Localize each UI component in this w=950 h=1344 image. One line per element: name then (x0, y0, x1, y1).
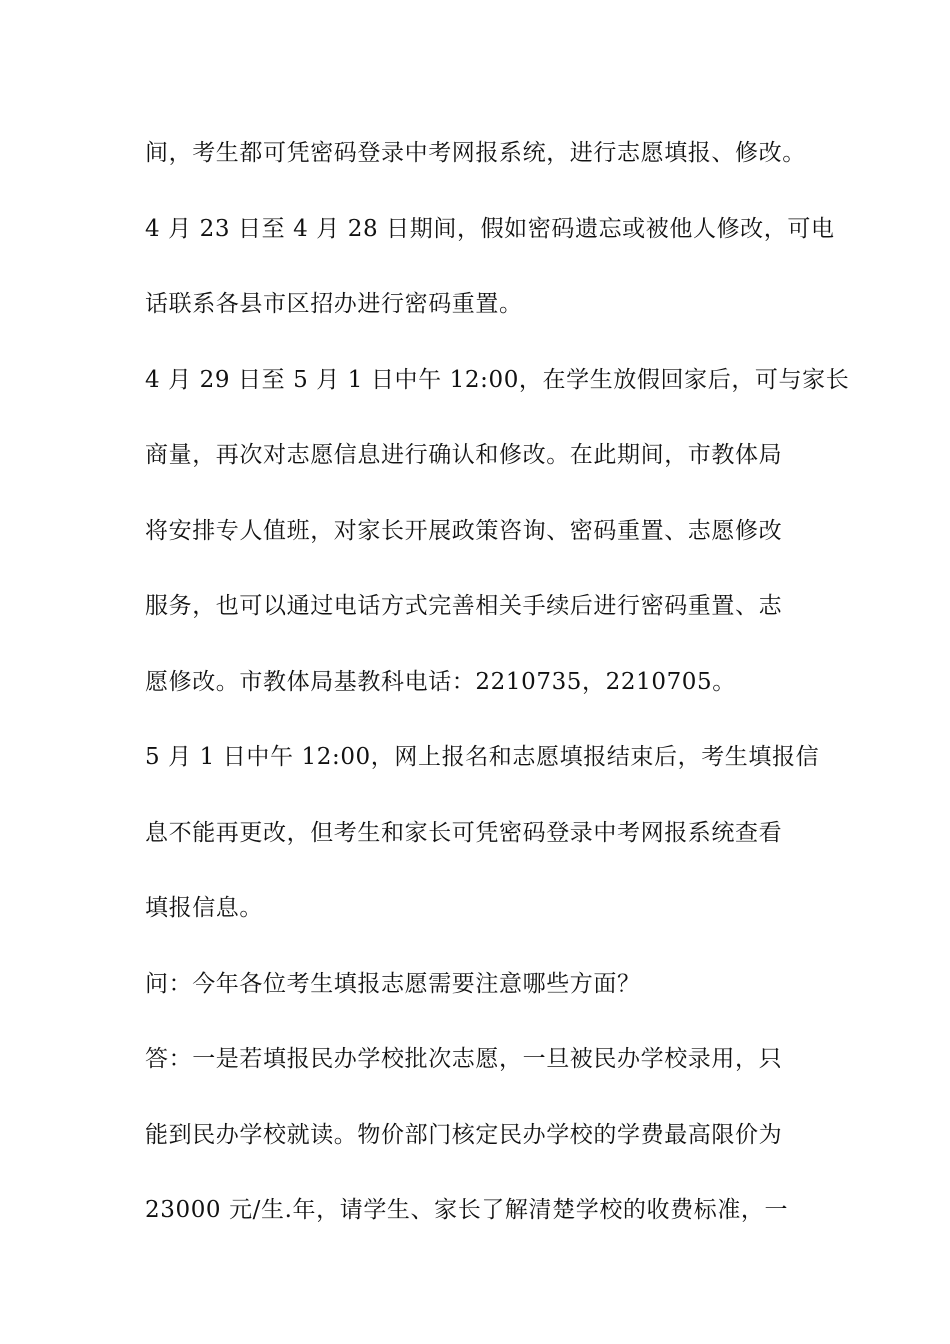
question-line: 问：今年各位考生填报志愿需要注意哪些方面？ (145, 970, 641, 997)
text-line: 23000 元/生.年，请学生、家长了解清楚学校的收费标准，一 (145, 1197, 789, 1223)
text-line: 能到民办学校就读。物价部门核定民办学校的学费最高限价为 (145, 1121, 783, 1148)
text-line: 将安排专人值班，对家长开展政策咨询、密码重置、志愿修改 (145, 517, 783, 544)
body-text (145, 128, 850, 1261)
text-line: 话联系各县市区招办进行密码重置。 (145, 291, 523, 317)
text-line: 愿修改。市教体局基教科电话：2210735，2210705。 (145, 668, 736, 695)
text-line: 4 月 23 日至 4 月 28 日期间，假如密码遗忘或被他人修改，可电 (145, 215, 835, 242)
answer-line: 答：一是若填报民办学校批次志愿，一旦被民办学校录用，只 (145, 1046, 783, 1072)
text-line: 5 月 1 日中午 12:00，网上报名和志愿填报结束后，考生填报信 (145, 744, 820, 770)
text-line: 填报信息。 (145, 895, 263, 921)
text-line: 商量，再次对志愿信息进行确认和修改。在此期间，市教体局 (145, 442, 783, 468)
text-line: 服务，也可以通过电话方式完善相关手续后进行密码重置、志 (145, 593, 783, 619)
text-line: 间，考生都可凭密码登录中考网报系统，进行志愿填报、修改。 (145, 140, 806, 166)
text-line: 4 月 29 日至 5 月 1 日中午 12:00，在学生放假回家后，可与家长 (145, 366, 850, 393)
text-line: 息不能再更改，但考生和家长可凭密码登录中考网报系统查看 (145, 819, 783, 846)
